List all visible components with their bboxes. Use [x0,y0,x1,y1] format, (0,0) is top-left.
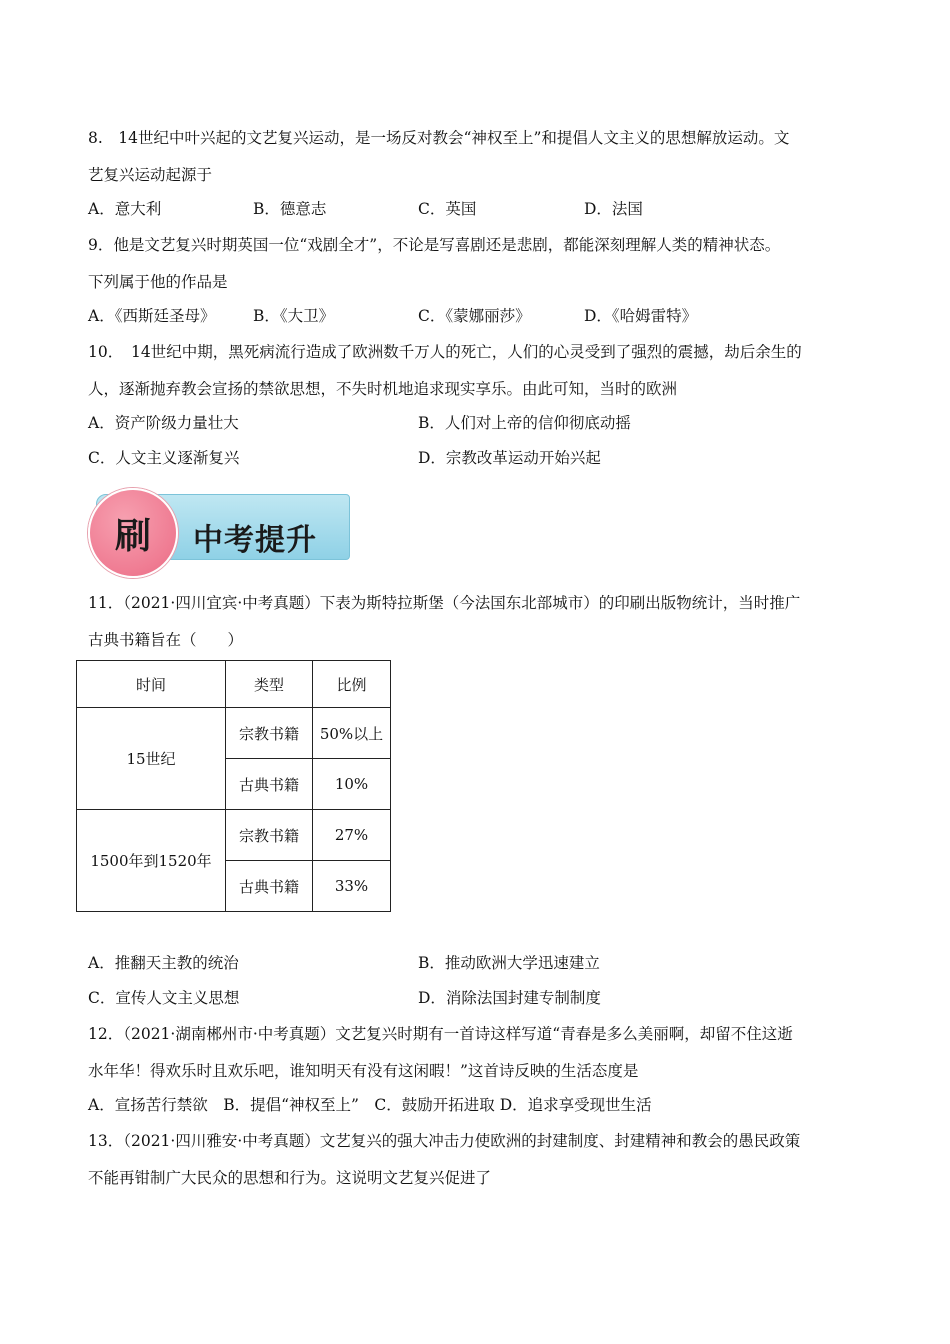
q13-line-1: 13．（2021·四川雅安·中考真题）文艺复兴的强大冲击力使欧洲的封建制度、封建精神和教会的愚民政策 [88,1132,801,1150]
q10-option-b[interactable]: B．人们对上帝的信仰彻底动摇 [418,414,631,432]
table-row [77,708,391,759]
q9-line-2: 下列属于他的作品是 [88,273,228,291]
q10-option-a[interactable]: A．资产阶级力量壮大 [88,414,239,432]
q13-line-2: 不能再钳制广大民众的思想和行为。这说明文艺复兴促进了 [88,1169,492,1187]
table-header-row [77,661,391,708]
q10-option-d[interactable]: D．宗教改革运动开始兴起 [418,449,601,467]
header-period: 时间 [77,661,226,708]
q8-option-c[interactable]: C．英国 [418,200,477,218]
ratio-cell: 33% [313,861,391,912]
banner-badge-char: 刷 [114,515,151,557]
q9-option-a[interactable]: A．《西斯廷圣母》 [88,307,216,325]
header-ratio: 比例 [313,661,391,708]
period-cell: 1500年到1520年 [77,810,226,912]
table-row [77,810,391,861]
q11-option-a[interactable]: A．推翻天主教的统治 [88,954,239,972]
type-cell: 宗教书籍 [226,708,313,759]
q8-option-d[interactable]: D．法国 [584,200,643,218]
q8-option-a[interactable]: A．意大利 [88,200,162,218]
q11-option-b[interactable]: B．推动欧洲大学迅速建立 [418,954,600,972]
q11-line-2: 古典书籍旨在（ ） [88,631,244,649]
type-cell: 宗教书籍 [226,810,313,861]
q8-line-1: 8. 14世纪中叶兴起的文艺复兴运动，是一场反对教会“神权至上”和提倡人文主义的思想解放运动。文 [88,129,790,147]
q12-line-1: 12．（2021·湖南郴州市·中考真题）文艺复兴时期有一首诗这样写道“青春是多么美丽啊，却留不住这逝 [88,1025,793,1043]
ratio-cell: 50%以上 [313,708,391,759]
header-type: 类型 [226,661,313,708]
print-stats-table [76,660,391,912]
q9-option-b[interactable]: B．《大卫》 [253,307,335,325]
q11-option-c[interactable]: C．宣传人文主义思想 [88,989,240,1007]
q11-line-1: 11．（2021·四川宜宾·中考真题）下表为斯特拉斯堡（今法国东北部城市）的印刷出版物统计，当时推广 [88,594,801,612]
q11-option-d[interactable]: D．消除法国封建专制制度 [418,989,601,1007]
type-cell: 古典书籍 [226,861,313,912]
q9-option-c[interactable]: C．《蒙娜丽莎》 [418,307,531,325]
q9-option-d[interactable]: D．《哈姆雷特》 [584,307,698,325]
section-banner [88,488,352,574]
ratio-cell: 10% [313,759,391,810]
banner-title: 中考提升 [193,523,317,558]
banner-badge-icon [88,488,178,578]
period-cell: 15世纪 [77,708,226,810]
q8-line-2: 艺复兴运动起源于 [88,166,213,184]
q8-option-b[interactable]: B．德意志 [253,200,327,218]
q12-options[interactable]: A．宣扬苦行禁欲 B．提倡“神权至上” C．鼓励开拓进取 D．追求享受现世生活 [88,1096,652,1114]
q10-line-1: 10． 14世纪中期，黑死病流行造成了欧洲数千万人的死亡，人们的心灵受到了强烈的震撼，劫后余生的 [88,343,802,361]
q10-option-c[interactable]: C．人文主义逐渐复兴 [88,449,240,467]
q10-line-2: 人，逐渐抛弃教会宣扬的禁欲思想，不失时机地追求现实享乐。由此可知，当时的欧洲 [88,380,678,398]
ratio-cell: 27% [313,810,391,861]
q9-line-1: 9．他是文艺复兴时期英国一位“戏剧全才”，不论是写喜剧还是悲剧，都能深刻理解人类的精神状态。 [88,236,781,254]
type-cell: 古典书籍 [226,759,313,810]
q12-line-2: 水年华！得欢乐时且欢乐吧，谁知明天有没有这闲暇！”这首诗反映的生活态度是 [88,1062,639,1080]
